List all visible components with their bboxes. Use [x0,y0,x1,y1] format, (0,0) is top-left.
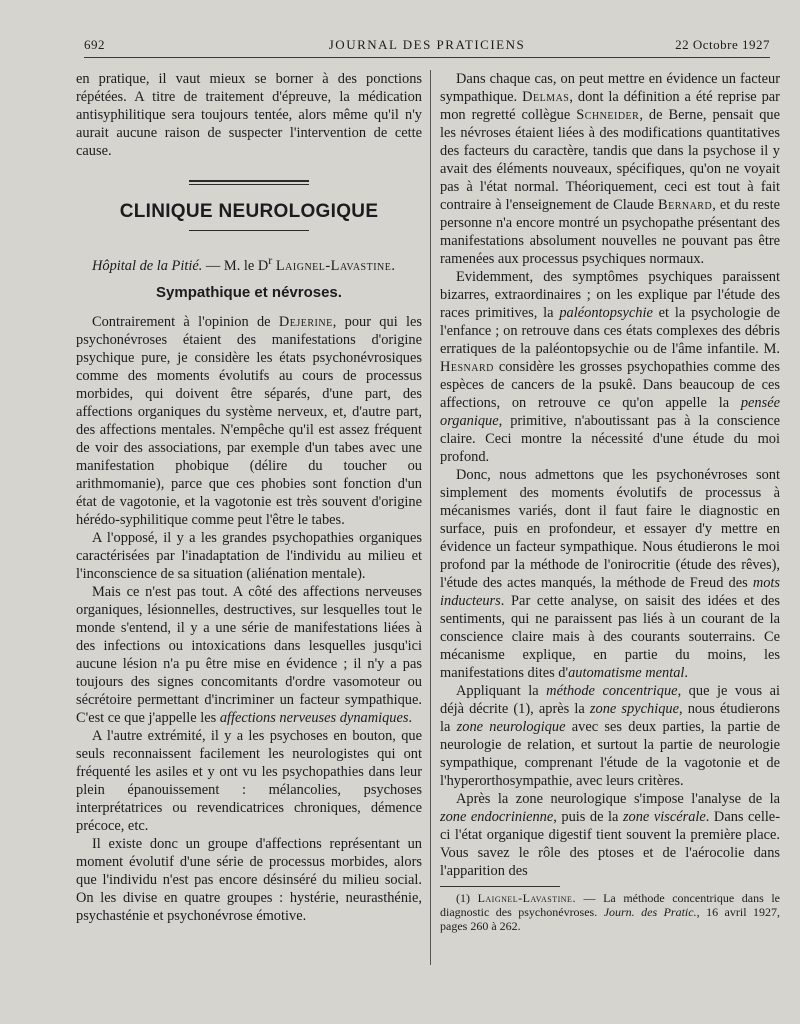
right-paragraph-4: Appliquant la méthode concentrique, que je vous ai déjà décrite (1), après la zone spychique, nous étudierons la zone neurologique avec ses deux parties, la partie de neurologie de relation, et surtout la partie de neurologie sympathique, comprenant l'étude de la vagotonie et de l'hyperorthosympathie, avec leurs critères. [440,683,780,789]
left-paragraph-3: Mais ce n'est pas tout. A côté des affections nerveuses organiques, lésionnelles, destructives, sur lesquelles tout le monde s'entend, il y a une série de manifestations liées à des infections ou intoxications dans lesquelles jusqu'ici aucune lésion n'a pu être mise en évidence ; il n'y a pas toujours des signes concomitants d'ordre vasomoteur ou sécrétoire permettant d'incriminer un facteur sympathique. C'est ce que j'appelle les affections nerveuses dynamiques. [76,583,422,726]
author-name: Laignel-Lavastine. [275,257,396,274]
hospital-name: Hôpital de la Pitié. [92,257,203,274]
intro-paragraph: en pratique, il vaut mieux se borner à des ponctions répétées. A titre de traitement d'épreuve, la médication antisyphilitique sera toujours tentée, alors même qu'il n'y aurait aucune raison de suspecter l'intervention de cette cause. [76,71,422,159]
right-paragraph-3: Donc, nous admettons que les psychonévroses sont simplement des moments évolutifs de processus à mécanismes variés, dont il faut faire le diagnostic en surface, puis en profondeur, et essayer d'y mettre en évidence un facteur sympathique. Nous étudierons le moi profond par la méthode de l'onirocritie (étude des rêves), l'étude des actes manqués, la méthode de Freud des mots inducteurs. Par cette analyse, on saisit des idées et des sentiments, qui ne paraissent pas liés à un courant de la conscience claire mais à des courants souterrains. Ce mécanisme explique, en partie du moins, les manifestations dites d'automatisme mental. [440,467,780,681]
footnote-rule [440,886,560,887]
page-number: 692 [84,37,105,52]
right-paragraph-2: Evidemment, des symptômes psychiques paraissent bizarres, extraordinaires ; on les explique par l'étude des races primitives, la paléontopsychie et la psychologie de l'enfance ; on retrouve dans ces états complexes des débris erratiques de la paléontopsychie ou de l'âme infantile. M. Hesnard considère les grosses psychopathies comme des espèces de cancers de la psukê. Dans beaucoup de ces affections, on retrouve ce qu'on appelle la pensée organique, primitive, n'aboutissant pas à la conscience claire. Ceci montre la nécessité d'une étude du moi profond. [440,269,781,465]
journal-title: JOURNAL DES PRATICIENS [328,37,526,52]
right-column [440,70,780,933]
left-paragraph-4: A l'autre extrémité, il y a les psychoses en bouton, que seuls reconnaissent facilement les neurologistes qui ont fréquenté les asiles et y ont vu les psychopathies dans leur plein épanouissement : mélancolies, psychoses interprétatrices ou revendicatrices chroniques, démence précoce, etc. [76,727,422,834]
section-rule-top [189,180,309,185]
section-title: CLINIQUE NEUROLOGIQUE [119,201,379,222]
left-paragraph-1: Contrairement à l'opinion de Dejerine, pour qui les psychonévroses étaient des manifestations d'origine psychique pure, je considère les états psychonévrosiques comme des moments évolutifs au cours de processus morbides, qui doivent être séparés, d'une part, des affections organiques du système nerveux, et, d'autre part, des affections mentales. N'empêche qu'il est assez fréquent de voir des associations, par exemple d'un tabes avec une manifestation phobique (délire du toucher ou arithmomanie), parce que ces phobies sont fonction d'un état de vagotonie, et la vagotonie est très souvent d'origine hérédo-syphilitique comme peut l'être le tabes. [76,313,422,528]
hospital-line [76,251,422,275]
running-header [84,37,770,57]
right-paragraph-1: Dans chaque cas, on peut mettre en évidence un facteur sympathique. Delmas, dont la définition a été reprise par mon regretté collègue Schneider, de Berne, pensait que les névroses étaient liées à des modifications quantitatives des facteurs du caractère, tandis que dans la psychose il y avait des éléments nouveaux, spécifiques, qu'on ne voyait pas à l'état normal. Théoriquement, ceci est tout à fait contraire à l'enseignement de Claude Bernard, et du reste personne n'a encore montré un psychopathe présentant des manifestations absolument nouvelles ne pouvant pas être ramenées aux processus psychiques normaux. [440,71,780,267]
left-column [76,70,422,925]
left-paragraph-2: A l'opposé, il y a les grandes psychopathies organiques caractérisées par l'inadaptation de l'individu au milieu et l'inconscience de sa situation (aliénation mentale). [76,529,422,582]
footnote: (1) Laignel-Lavastine. — La méthode concentrique dans le diagnostic des psychonévroses. Journ. des Pratic., 16 avril 1927, pages 260 à 262. [440,891,780,933]
header-rule [84,57,770,58]
article-subtitle: Sympathique et névroses. [156,283,342,301]
author-prefix: — M. le D [202,257,269,274]
column-divider [430,70,431,965]
left-paragraph-5: Il existe donc un groupe d'affections représentant un moment évolutif d'une série de processus morbides, alors que l'individu n'est pas encore désinséré du milieu social. On les divise en quatre groupes : hystérie, neurasthénie, psychasténie et psychonévrose émotive. [76,835,422,924]
issue-date: 22 Octobre 1927 [675,37,770,52]
section-rule-bottom [189,230,309,231]
right-paragraph-5: Après la zone neurologique s'impose l'analyse de la zone endocrinienne, puis de la zone viscérale. Dans celle-ci l'état organique digestif tient souvent la première place. Vous savez le rôle des ptoses et de l'aérocolie dans l'apparition des [440,791,780,879]
author-sup: r [268,253,273,267]
